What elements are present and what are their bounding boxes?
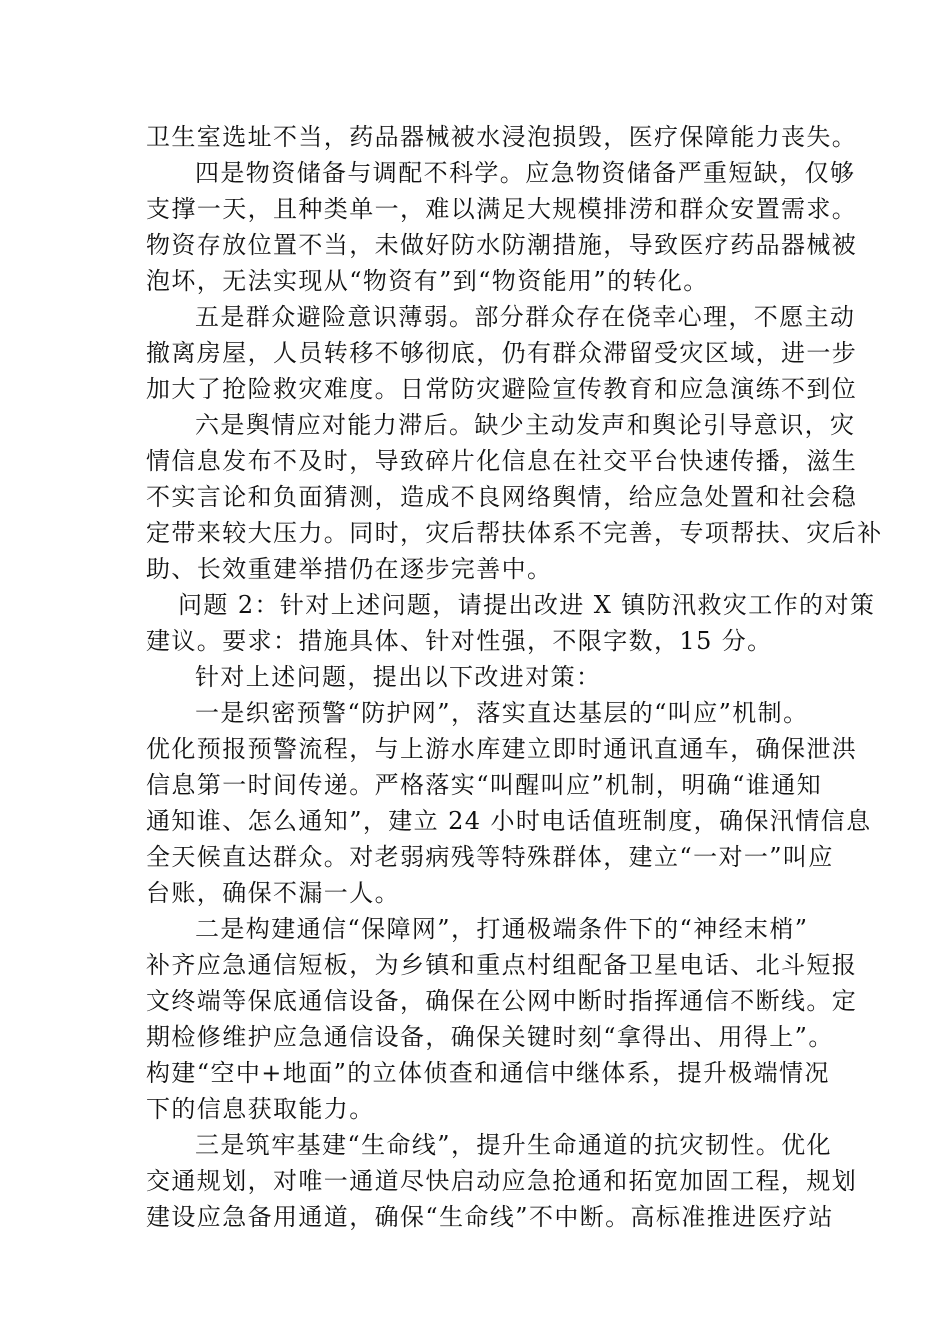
- text-line: 物资存放位置不当，未做好防水防潮措施，导致医疗药品器械被: [146, 231, 858, 259]
- text-line: 通知谁、怎么通知”，建立 24 小时电话值班制度，确保汛情信息: [146, 807, 872, 835]
- text-line: 交通规划，对唯一通道尽快启动应急抢通和拓宽加固工程，规划: [146, 1167, 858, 1195]
- text-line: 六是舆情应对能力滞后。缺少主动发声和舆论引导意识，灾: [195, 411, 856, 439]
- text-line: 下的信息获取能力。: [146, 1095, 375, 1123]
- text-line: 不实言论和负面猜测，造成不良网络舆情，给应急处置和社会稳: [146, 483, 858, 511]
- text-line: 助、长效重建举措仍在逐步完善中。: [146, 555, 553, 583]
- text-line: 优化预报预警流程，与上游水库建立即时通讯直通车，确保泄洪: [146, 735, 858, 763]
- text-line: 台账，确保不漏一人。: [146, 879, 400, 907]
- text-line: 卫生室选址不当，药品器械被水浸泡损毁，医疗保障能力丧失。: [146, 123, 858, 151]
- text-line: 一是织密预警“防护网”，落实直达基层的“叫应”机制。: [195, 699, 809, 727]
- text-line: 二是构建通信“保障网”，打通极端条件下的“神经末梢”: [195, 915, 809, 943]
- text-line: 期检修维护应急通信设备，确保关键时刻“拿得出、用得上”。: [146, 1023, 834, 1051]
- text-line: 支撑一天，且种类单一，难以满足大规模排涝和群众安置需求。: [146, 195, 858, 223]
- text-line: 补齐应急通信短板，为乡镇和重点村组配备卫星电话、北斗短报: [146, 951, 858, 979]
- text-line: 针对上述问题，提出以下改进对策：: [195, 663, 602, 691]
- text-line: 五是群众避险意识薄弱。部分群众存在侥幸心理，不愿主动: [195, 303, 856, 331]
- text-line: 全天候直达群众。对老弱病残等特殊群体，建立“一对一”叫应: [146, 843, 834, 871]
- text-line: 定带来较大压力。同时，灾后帮扶体系不完善，专项帮扶、灾后补: [146, 519, 883, 547]
- question-line: 问题 2：针对上述问题，请提出改进 X 镇防汛救灾工作的对策: [178, 591, 876, 619]
- text-line: 加大了抢险救灾难度。日常防灾避险宣传教育和应急演练不到位: [146, 375, 858, 403]
- text-line: 建设应急备用通道，确保“生命线”不中断。高标准推进医疗站: [146, 1203, 834, 1231]
- text-line: 信息第一时间传递。严格落实“叫醒叫应”机制，明确“谁通知: [146, 771, 823, 799]
- text-line: 泡坏，无法实现从“物资有”到“物资能用”的转化。: [146, 267, 709, 295]
- question-line: 建议。要求：措施具体、针对性强，不限字数，15 分。: [146, 627, 773, 655]
- text-line: 情信息发布不及时，导致碎片化信息在社交平台快速传播，滋生: [146, 447, 858, 475]
- text-line: 三是筑牢基建“生命线”，提升生命通道的抗灾韧性。优化: [195, 1131, 832, 1159]
- text-line: 文终端等保底通信设备，确保在公网中断时指挥通信不断线。定: [146, 987, 858, 1015]
- text-line: 撤离房屋，人员转移不够彻底，仍有群众滞留受灾区域，进一步: [146, 339, 858, 367]
- text-line: 构建“空中+地面”的立体侦查和通信中继体系，提升极端情况: [146, 1059, 830, 1087]
- text-line: 四是物资储备与调配不科学。应急物资储备严重短缺，仅够: [195, 159, 856, 187]
